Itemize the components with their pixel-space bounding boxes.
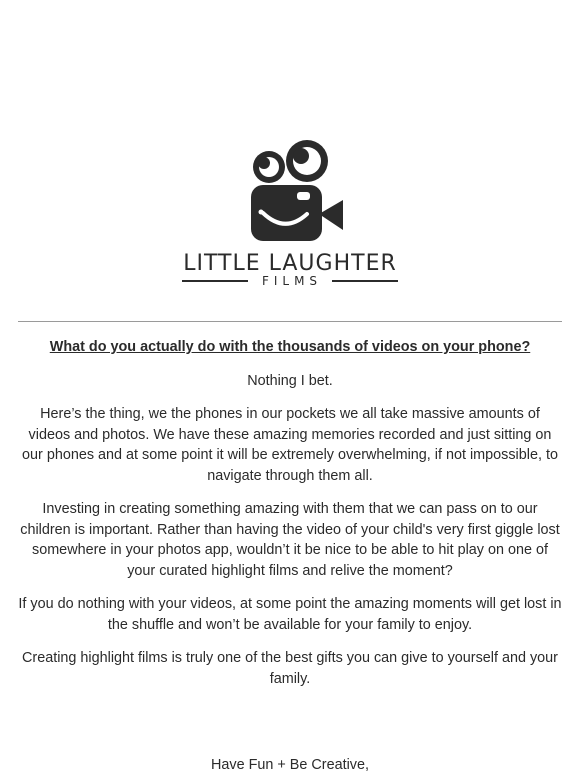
section-divider bbox=[18, 321, 562, 322]
paragraph: Investing in creating something amazing with them that we can pass on to our children is important. Rather than having the video of your child's very first giggle lost somewhere in your photos app, wouldn’t it be nice to be able to hit play on one of your curated highlight films and relive the moment? bbox=[20, 501, 560, 579]
smiling-movie-camera-icon bbox=[235, 136, 345, 242]
article-body bbox=[18, 337, 562, 702]
signoff: Have Fun + Be Creative, bbox=[211, 757, 369, 773]
brand-rule-left bbox=[182, 280, 248, 282]
article-headline: What do you actually do with the thousands of videos on your phone? bbox=[49, 339, 531, 355]
brand-rule-right bbox=[332, 280, 398, 282]
paragraph: If you do nothing with your videos, at some point the amazing moments will get lost in the shuffle and won’t be available for your family to enjoy. bbox=[18, 596, 562, 633]
brand-subtitle: FILMS bbox=[261, 274, 323, 288]
brand-logo bbox=[0, 136, 580, 288]
paragraph: Creating highlight films is truly one of the best gifts you can give to yourself and your family. bbox=[22, 650, 558, 687]
brand-name: LITTLE LAUGHTER bbox=[183, 251, 397, 276]
paragraph: Here’s the thing, we the phones in our pockets we all take massive amounts of videos and photos. We have these amazing memories recorded and just sitting on our phones and at some point it will be extremely overwhelming, if not impossible, to navigate through them all. bbox=[22, 406, 558, 484]
brand-subtitle-row bbox=[0, 274, 580, 288]
paragraph: Nothing I bet. bbox=[247, 372, 333, 389]
